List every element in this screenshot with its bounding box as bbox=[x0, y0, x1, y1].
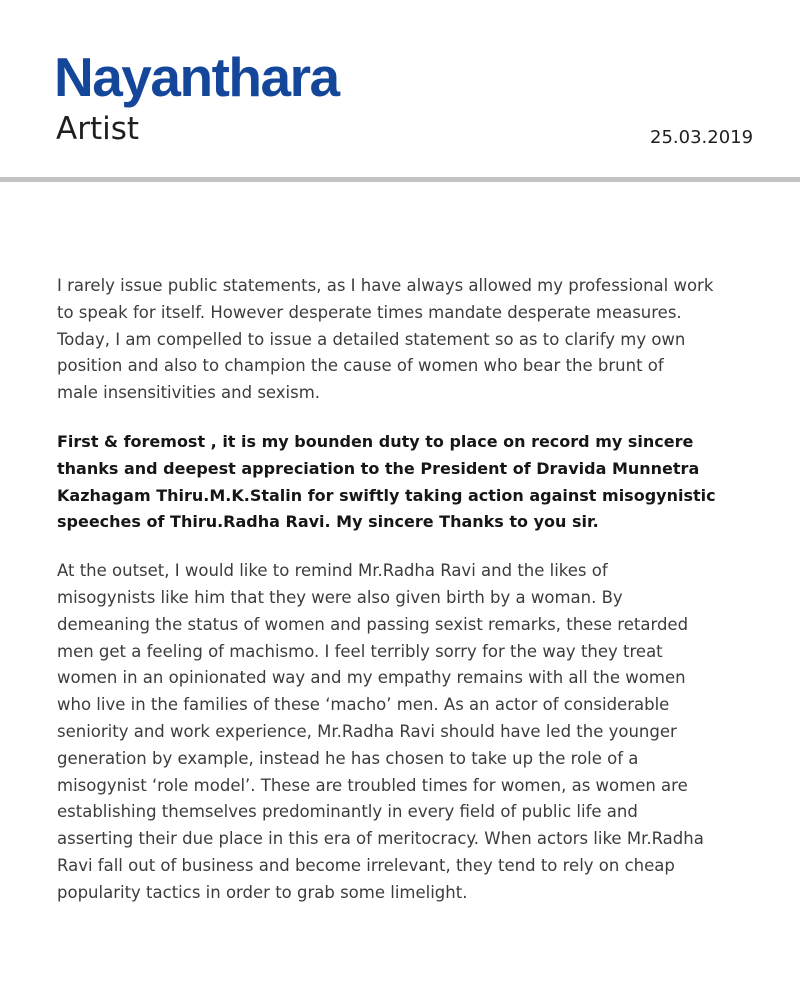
text-line: Ravi fall out of business and become irrelevant, they tend to rely on cheap bbox=[57, 855, 675, 875]
brand-name: Nayanthara bbox=[54, 46, 339, 108]
text-line: seniority and work experience, Mr.Radha Ravi should have led the younger bbox=[57, 721, 677, 741]
brand-role: Artist bbox=[56, 111, 140, 147]
text-line: demeaning the status of women and passing sexist remarks, these retarded bbox=[57, 614, 689, 634]
statement-date: 25.03.2019 bbox=[650, 127, 754, 148]
text-line: position and also to champion the cause of women who bear the brunt of bbox=[57, 356, 664, 376]
text-line: misogynists like him that they were also given birth by a woman. By bbox=[57, 587, 623, 607]
letterhead bbox=[0, 0, 800, 182]
text-line: First & foremost , it is my bounden duty to place on record my sincere bbox=[57, 431, 694, 451]
text-line: men get a feeling of machismo. I feel terribly sorry for the way they treat bbox=[57, 641, 663, 661]
statement-body bbox=[57, 273, 757, 907]
paragraph-outset bbox=[57, 558, 757, 906]
header-divider bbox=[0, 177, 800, 182]
paragraph-thanks bbox=[57, 429, 757, 536]
text-line: who live in the families of these ‘macho’ men. As an actor of considerable bbox=[57, 695, 670, 715]
text-line: At the outset, I would like to remind Mr.Radha Ravi and the likes of bbox=[57, 561, 608, 581]
paragraph-intro bbox=[57, 273, 757, 407]
text-line: male insensitivities and sexism. bbox=[57, 383, 321, 403]
text-line: Kazhagam Thiru.M.K.Stalin for swiftly taking action against misogynistic bbox=[57, 485, 716, 505]
text-line: speeches of Thiru.Radha Ravi. My sincere Thanks to you sir. bbox=[57, 512, 599, 532]
text-line: generation by example, instead he has chosen to take up the role of a bbox=[57, 748, 639, 768]
text-line: Today, I am compelled to issue a detailed statement so as to clarify my own bbox=[57, 329, 686, 349]
text-line: establishing themselves predominantly in every field of public life and bbox=[57, 802, 638, 822]
text-line: asserting their due place in this era of meritocracy. When actors like Mr.Radha bbox=[57, 829, 704, 849]
text-line: misogynist ‘role model’. These are troubled times for women, as women are bbox=[57, 775, 688, 795]
text-line: I rarely issue public statements, as I have always allowed my professional work bbox=[57, 276, 714, 295]
text-line: popularity tactics in order to grab some limelight. bbox=[57, 882, 468, 902]
text-line: thanks and deepest appreciation to the President of Dravida Munnetra bbox=[57, 458, 700, 478]
text-line: women in an opinionated way and my empathy remains with all the women bbox=[57, 668, 686, 688]
text-line: to speak for itself. However desperate times mandate desperate measures. bbox=[57, 302, 682, 322]
